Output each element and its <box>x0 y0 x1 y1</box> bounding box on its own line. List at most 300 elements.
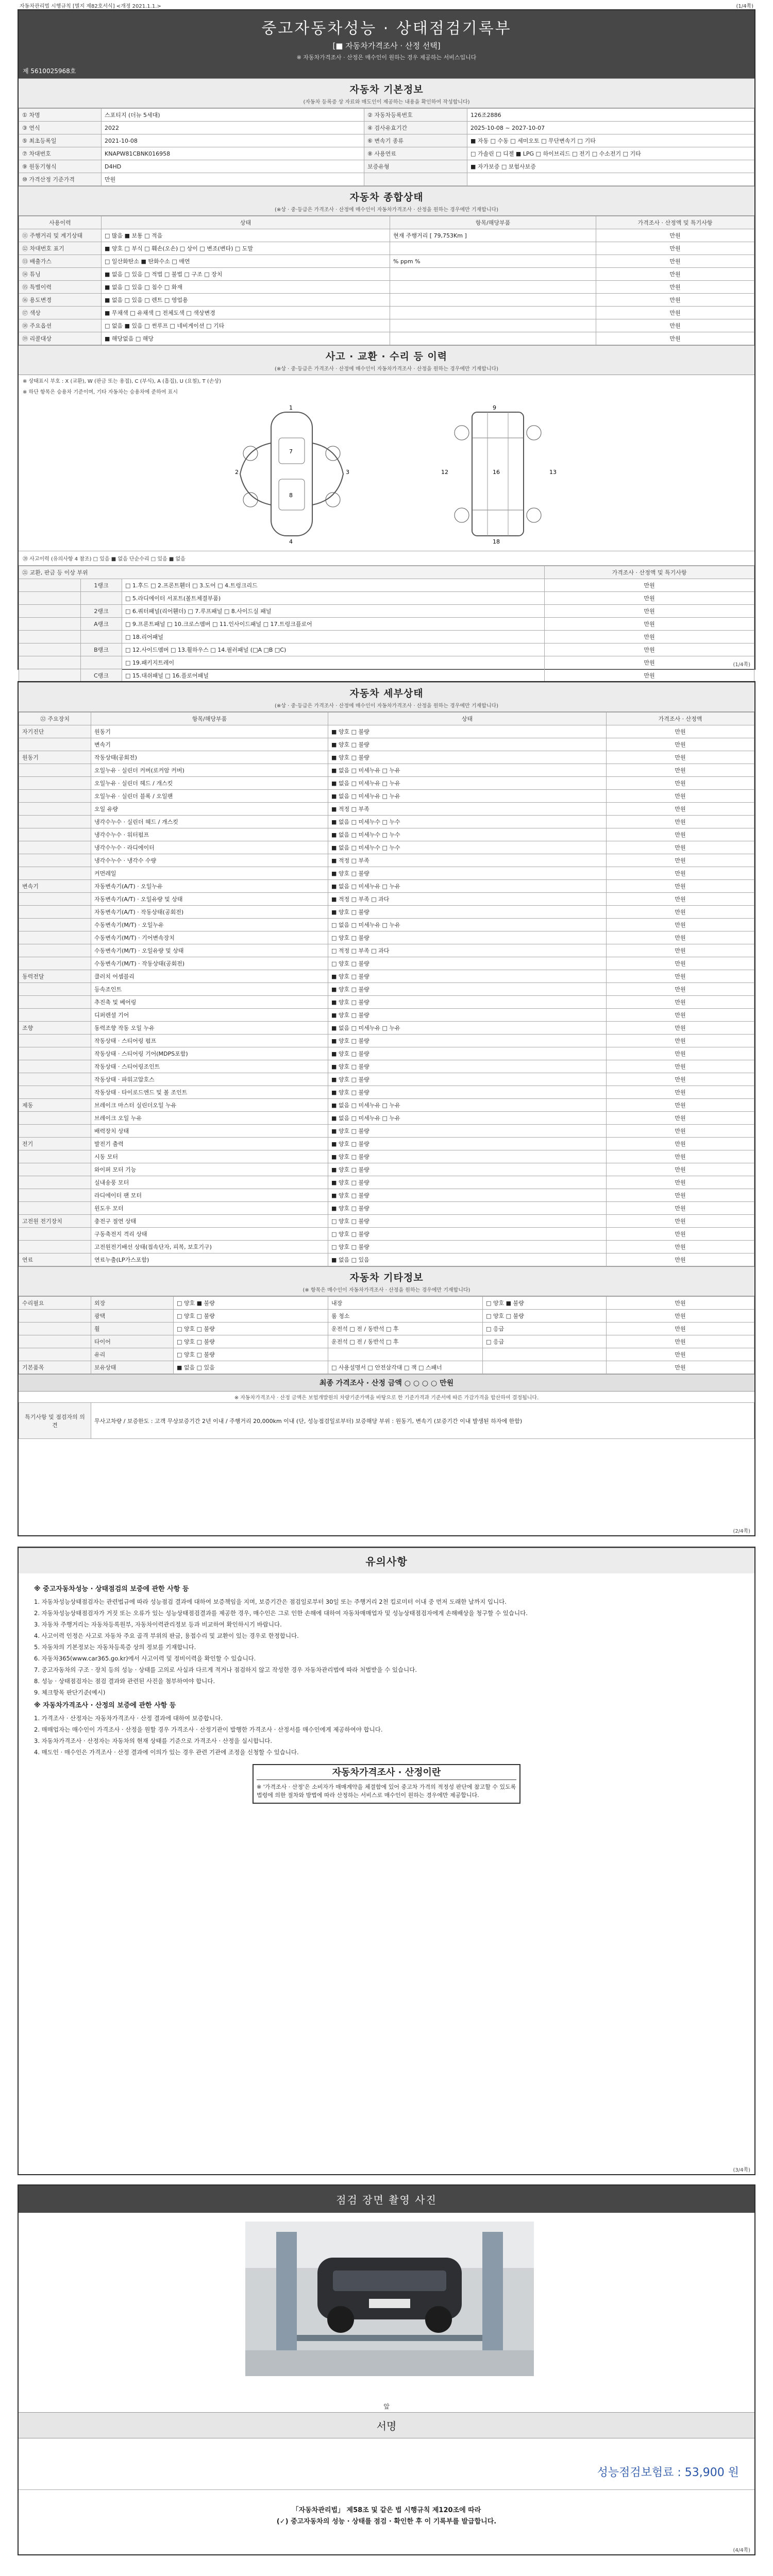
report-note: ※ 자동차가격조사 · 산정은 매수인이 원하는 경우 제공하는 서비스입니다 <box>296 54 477 61</box>
parts-price: 만원 <box>545 605 754 618</box>
part-label: 수동변속기(M/T) · 오일누유 <box>91 919 328 931</box>
detail-row <box>19 725 754 738</box>
report-header <box>19 10 754 65</box>
field-label: ⑥ 변속기 종류 <box>364 134 467 147</box>
detail-row <box>19 1215 754 1228</box>
parts-side <box>19 618 81 631</box>
detail-row <box>19 1060 754 1073</box>
parts-price: 만원 <box>545 618 754 631</box>
item-price: 만원 <box>596 255 754 268</box>
report-title: 중고자동차성능 · 상태점검기록부 <box>261 20 512 38</box>
part-label: 동력조향 작동 오일 누유 <box>91 1022 328 1035</box>
part-label: 브레이크 오일 누유 <box>91 1112 328 1125</box>
device-label <box>19 1073 91 1086</box>
etc-group <box>19 1310 91 1323</box>
parts-price: 만원 <box>545 669 754 682</box>
part-state: ■ 양호 □ 불량 <box>328 1138 607 1150</box>
accident-note: (※상 · 중·등급은 가격조사 · 산정에 매수인이 자동차가격조사 · 산정을 원하는 경우에만 기재합니다) <box>19 364 754 375</box>
device-label <box>19 1060 91 1073</box>
part-price: 만원 <box>607 919 754 931</box>
device-label <box>19 1112 91 1125</box>
field-label: ① 차명 <box>19 109 102 122</box>
parts-side <box>19 605 81 618</box>
part-state: □ 적정 □ 부족 □ 과다 <box>328 944 607 957</box>
part-price: 만원 <box>607 867 754 880</box>
detail-row <box>19 906 754 919</box>
part-price: 만원 <box>607 1138 754 1150</box>
part-label: 1 <box>289 404 293 411</box>
etc-item: 외장 <box>91 1297 174 1310</box>
parts-list: □ 5.라디에이터 서포트(볼트체결부품) <box>122 592 545 605</box>
detail-row <box>19 931 754 944</box>
part-label: 13 <box>549 469 557 476</box>
item-price: 만원 <box>596 319 754 332</box>
item-price: 만원 <box>596 281 754 294</box>
detail-row <box>19 1202 754 1215</box>
parts-side <box>19 592 81 605</box>
etc-state-2: □ 응급 <box>483 1323 607 1335</box>
item-price: 만원 <box>596 332 754 345</box>
part-label: 냉각수누수 · 냉각수 수량 <box>91 854 328 867</box>
detail-row <box>19 983 754 996</box>
item-detail: 현재 주행거리 [ 79,753Km ] <box>390 229 596 242</box>
device-label <box>19 1125 91 1138</box>
parts-row <box>19 579 754 592</box>
item-state: ■ 없음 □ 있음 □ 침수 □ 화재 <box>102 281 390 294</box>
page-number: (3/4쪽) <box>733 2167 750 2173</box>
column-header: 상태 <box>328 713 607 725</box>
part-label: 4 <box>289 538 293 545</box>
device-label <box>19 893 91 906</box>
field-value: 만원 <box>102 173 364 186</box>
etc-row <box>19 1361 754 1374</box>
etc-price: 만원 <box>607 1297 754 1310</box>
part-label: 수동변속기(M/T) · 기어변속장치 <box>91 931 328 944</box>
note-item: 1. 자동차성능상태점검자는 관련법규에 따라 성능점검 결과에 대하여 보증책임을 지며, 보증기간은 점검일로부터 30일 또는 주행거리 2천 킬로미터 이내 중 먼저 도래한 날까지 입니다. <box>34 1598 507 1605</box>
basic-info-row <box>19 109 754 122</box>
field-label: ⑧ 사용연료 <box>364 147 467 160</box>
etc-note: (※ 항목은 매수인이 자동차가격조사 · 산정을 원하는 경우에만 기재합니다) <box>19 1285 754 1296</box>
item-label: ⑰ 색상 <box>19 307 102 319</box>
detail-row <box>19 1022 754 1035</box>
field-value: 스포티지 (더뉴 5세대) <box>102 109 364 122</box>
etc-item: 광택 <box>91 1310 174 1323</box>
etc-state-2: □ 응급 <box>483 1335 607 1348</box>
item-detail <box>390 307 596 319</box>
overall-row <box>19 332 754 345</box>
device-label: 변속기 <box>19 880 91 893</box>
etc-price: 만원 <box>607 1323 754 1335</box>
special-notes-label: 특기사항 및 점검자의 의견 <box>19 1403 91 1439</box>
part-label: 추진축 및 베어링 <box>91 996 328 1009</box>
page-number: (1/4쪽) <box>733 662 750 668</box>
part-label: 자동변속기(A/T) · 오일유량 및 상태 <box>91 893 328 906</box>
part-price: 만원 <box>607 1228 754 1241</box>
part-state: ■ 양호 □ 불량 <box>328 1086 607 1099</box>
part-price: 만원 <box>607 725 754 738</box>
part-label: 윈도우 모터 <box>91 1202 328 1215</box>
signature-title: 서명 <box>19 2412 754 2438</box>
field-value: 2021-10-08 <box>102 134 364 147</box>
item-state: ■ 해당없음 □ 해당 <box>102 332 390 345</box>
etc-row <box>19 1323 754 1335</box>
device-label: 고전원 전기장치 <box>19 1215 91 1228</box>
part-state: □ 양호 □ 불량 <box>328 931 607 944</box>
part-state: □ 양호 □ 불량 <box>328 957 607 970</box>
part-label: 18 <box>493 538 500 545</box>
parts-row <box>19 592 754 605</box>
field-label: 보증유형 <box>364 160 467 173</box>
etc-state-2 <box>483 1348 607 1361</box>
price-survey-box-body: ※ '가격조사 · 산정'은 소비자가 매매계약을 체결함에 있어 중고차 가격의 적정성 판단에 참고할 수 있도록 법령에 의한 절차와 방법에 따라 산정하는 서비스로 매수인이 원하는 경우에만 제공합니다. <box>257 1784 516 1799</box>
basic-info-row <box>19 147 754 160</box>
note-item: 6. 자동차365(www.car365.go.kr)에서 사고이력 및 정비이력을 확인할 수 있습니다. <box>34 1655 256 1662</box>
parts-price: 만원 <box>545 592 754 605</box>
device-label <box>19 816 91 828</box>
part-state: ■ 없음 □ 미세누유 □ 누유 <box>328 1112 607 1125</box>
device-label <box>19 854 91 867</box>
part-price: 만원 <box>607 764 754 777</box>
parts-side <box>19 631 81 643</box>
report-subtitle: [■ 자동차가격조사 · 산정 선택] <box>332 41 441 50</box>
part-price: 만원 <box>607 970 754 983</box>
part-label: 브레이크 마스터 실린더오일 누유 <box>91 1099 328 1112</box>
device-label <box>19 1086 91 1099</box>
item-label: ⑫ 차대번호 표기 <box>19 242 102 255</box>
special-notes-table <box>19 1402 754 1439</box>
part-label: 실내송풍 모터 <box>91 1176 328 1189</box>
part-label: 냉각수누수 · 실린더 헤드 / 개스킷 <box>91 816 328 828</box>
detail-row <box>19 1163 754 1176</box>
field-value: ■ 자가보증 □ 보험사보증 <box>467 160 754 173</box>
part-price: 만원 <box>607 1215 754 1228</box>
part-state: □ 양호 □ 불량 <box>328 1215 607 1228</box>
inspection-photo <box>245 2222 534 2376</box>
notes-body <box>19 1573 754 1818</box>
part-label: 오일 유량 <box>91 803 328 816</box>
column-header: 가격조사 · 산정액 <box>607 713 754 725</box>
part-price: 만원 <box>607 1035 754 1047</box>
part-price: 만원 <box>607 1189 754 1202</box>
item-state: ■ 양호 □ 부식 □ 훼손(오손) □ 상이 □ 변조(변타) □ 도말 <box>102 242 390 255</box>
detail-row <box>19 1228 754 1241</box>
item-detail <box>390 281 596 294</box>
part-state: ■ 없음 □ 미세누유 □ 누유 <box>328 1022 607 1035</box>
part-label: 충전구 절연 상태 <box>91 1215 328 1228</box>
part-label: 냉각수누수 · 라디에이터 <box>91 841 328 854</box>
etc-item-2: 내장 <box>328 1297 483 1310</box>
note-item: 3. 자동차가격조사 · 산정자는 자동차의 현재 상태를 기준으로 가격조사 · 산정을 실시합니다. <box>34 1737 273 1744</box>
parts-header-row <box>19 566 754 579</box>
photo-title: 점검 장면 촬영 사진 <box>19 2185 754 2213</box>
field-value: ■ 자동 □ 수동 □ 세미오토 □ 무단변속기 □ 기타 <box>467 134 754 147</box>
parts-side <box>19 579 81 592</box>
overall-row <box>19 307 754 319</box>
detail-row <box>19 1125 754 1138</box>
etc-price: 만원 <box>607 1310 754 1323</box>
part-label: 구동축전지 격리 상태 <box>91 1228 328 1241</box>
part-label: 발전기 출력 <box>91 1138 328 1150</box>
device-label <box>19 1150 91 1163</box>
item-label: ⑲ 리콜대상 <box>19 332 102 345</box>
overall-row <box>19 255 754 268</box>
part-price: 만원 <box>607 1176 754 1189</box>
device-label <box>19 1202 91 1215</box>
part-state: □ 없음 □ 미세누유 □ 누유 <box>328 919 607 931</box>
etc-item: 보유상태 <box>91 1361 174 1374</box>
parts-rank: 1랭크 <box>81 579 122 592</box>
field-value <box>467 173 754 186</box>
etc-item-2: 운전석 □ 전 / 동반석 □ 후 <box>328 1323 483 1335</box>
column-header: 가격조사 · 산정액 및 특기사항 <box>545 566 754 579</box>
basic-info-note: (자동차 등록증 상 자료와 매도인이 제공하는 내용을 확인하여 작성합니다) <box>19 97 754 108</box>
detail-row <box>19 996 754 1009</box>
detail-row <box>19 1009 754 1022</box>
part-price: 만원 <box>607 944 754 957</box>
parts-rank: 2랭크 <box>81 605 122 618</box>
etc-group <box>19 1348 91 1361</box>
overall-row <box>19 319 754 332</box>
part-state: ■ 없음 □ 미세누수 □ 누수 <box>328 828 607 841</box>
item-label: ⑭ 튜닝 <box>19 268 102 281</box>
etc-group <box>19 1335 91 1348</box>
part-state: ■ 적정 □ 부족 <box>328 854 607 867</box>
etc-state: □ 양호 □ 불량 <box>174 1323 328 1335</box>
device-label <box>19 803 91 816</box>
part-label: 작동상태 · 스티어링조인트 <box>91 1060 328 1073</box>
device-label: 전기 <box>19 1138 91 1150</box>
part-label: 자동변속기(A/T) · 오일누유 <box>91 880 328 893</box>
device-label <box>19 828 91 841</box>
part-state: ■ 양호 □ 불량 <box>328 1073 607 1086</box>
part-label: 3 <box>346 469 349 476</box>
part-state: ■ 없음 □ 미세누수 □ 누수 <box>328 816 607 828</box>
item-label: ⑯ 용도변경 <box>19 294 102 307</box>
part-state: ■ 양호 □ 불량 <box>328 996 607 1009</box>
device-label: 자기진단 <box>19 725 91 738</box>
device-label <box>19 1176 91 1189</box>
item-detail: % ppm % <box>390 255 596 268</box>
part-price: 만원 <box>607 790 754 803</box>
part-label: 12 <box>441 469 448 476</box>
part-price: 만원 <box>607 1099 754 1112</box>
detail-row <box>19 790 754 803</box>
device-label <box>19 1189 91 1202</box>
part-state: ■ 양호 □ 불량 <box>328 1035 607 1047</box>
field-label: ④ 검사유효기간 <box>364 122 467 134</box>
item-price: 만원 <box>596 268 754 281</box>
field-label: ② 자동차등록번호 <box>364 109 467 122</box>
part-state: ■ 없음 □ 미세누유 □ 누유 <box>328 764 607 777</box>
device-label <box>19 777 91 790</box>
part-state: ■ 양호 □ 불량 <box>328 1060 607 1073</box>
page-2 <box>18 681 755 1536</box>
part-state: ■ 양호 □ 불량 <box>328 1202 607 1215</box>
part-state: ■ 없음 □ 미세누유 □ 누유 <box>328 790 607 803</box>
etc-row <box>19 1348 754 1361</box>
part-state: ■ 없음 □ 있음 <box>328 1253 607 1266</box>
part-label: 작동상태 · 파워고압호스 <box>91 1073 328 1086</box>
part-label: 원동기 <box>91 725 328 738</box>
device-label <box>19 931 91 944</box>
device-label <box>19 996 91 1009</box>
part-price: 만원 <box>607 1060 754 1073</box>
etc-item-2: □ 사용설명서 □ 안전삼각대 □ 잭 □ 스패너 <box>328 1361 483 1374</box>
part-price: 만원 <box>607 1047 754 1060</box>
field-label <box>364 173 467 186</box>
overall-table <box>19 216 754 345</box>
detail-row <box>19 777 754 790</box>
detail-row <box>19 751 754 764</box>
item-label: ⑮ 특별이력 <box>19 281 102 294</box>
device-label <box>19 1047 91 1060</box>
device-label <box>19 790 91 803</box>
note-item: 4. 사고이력 인정은 사고로 자동차 주요 골격 부위의 판금, 용접수리 및 교환이 있는 경우로 한정합니다. <box>34 1632 299 1639</box>
etc-state: □ 양호 ■ 불량 <box>174 1297 328 1310</box>
part-state: ■ 양호 □ 불량 <box>328 1176 607 1189</box>
detail-row <box>19 1047 754 1060</box>
etc-price: 만원 <box>607 1335 754 1348</box>
note-item: 8. 성능 · 상태점검자는 점검 결과와 관련된 사진을 첨부하여야 합니다. <box>34 1677 215 1685</box>
page-4 <box>18 2184 755 2555</box>
page-number: (2/4쪽) <box>733 1529 750 1534</box>
inspection-fee: 성능점검보험료 : 53,900 원 <box>597 2466 739 2479</box>
issuance-statement <box>19 2505 754 2528</box>
basic-info-row <box>19 173 754 186</box>
detail-note: (※상 · 중·등급은 가격조사 · 산정에 매수인이 자동차가격조사 · 산정을 원하는 경우에만 기재합니다) <box>19 701 754 712</box>
part-price: 만원 <box>607 751 754 764</box>
detail-row <box>19 867 754 880</box>
part-state: ■ 없음 □ 미세누유 □ 누유 <box>328 880 607 893</box>
etc-title: 자동차 기타정보 <box>19 1266 754 1285</box>
final-price-note: ※ 자동차가격조사 · 산정 금액은 보험개발원의 차량기준가액을 바탕으로 한 기준가격과 기준서에 따른 가감가격을 합산하여 결정됩니다. <box>234 1395 539 1401</box>
detail-row <box>19 764 754 777</box>
basic-info-row <box>19 122 754 134</box>
device-label <box>19 919 91 931</box>
note-item: 4. 매도인 · 매수인은 가격조사 · 산정 결과에 이의가 있는 경우 관련 기관에 조정을 신청할 수 있습니다. <box>34 1749 299 1756</box>
detail-row <box>19 919 754 931</box>
device-label <box>19 906 91 919</box>
device-label <box>19 1009 91 1022</box>
part-label: 16 <box>493 469 500 476</box>
part-price: 만원 <box>607 841 754 854</box>
device-label <box>19 1163 91 1176</box>
part-state: ■ 양호 □ 불량 <box>328 1189 607 1202</box>
detail-table <box>19 712 754 1266</box>
field-label: ⑩ 가격산정 기준가격 <box>19 173 102 186</box>
overall-header-row <box>19 216 754 229</box>
note-item: 2. 매매업자는 매수인이 가격조사 · 산정을 원할 경우 가격조사 · 산정기관이 발행한 가격조사 · 산정서를 매수인에게 제공하여야 합니다. <box>34 1726 383 1733</box>
item-label: ⑱ 주요옵션 <box>19 319 102 332</box>
part-state: ■ 적정 □ 부족 □ 과다 <box>328 893 607 906</box>
parts-side <box>19 656 81 669</box>
device-label <box>19 1241 91 1253</box>
parts-price: 만원 <box>545 643 754 656</box>
parts-list: □ 18.리어패널 <box>122 631 545 643</box>
issuance-line-2: (✓) 중고자동차의 성능 · 상태를 점검 · 확인한 후 이 기록부를 발급합니다. <box>276 2518 497 2526</box>
device-label: 조향 <box>19 1022 91 1035</box>
accident-legend-2: ※ 하단 항목은 승용차 기준이며, 기타 자동차는 승용차에 준하여 표시 <box>23 389 178 395</box>
etc-group <box>19 1323 91 1335</box>
detail-row <box>19 828 754 841</box>
etc-group: 기본품목 <box>19 1361 91 1374</box>
part-label: 수동변속기(M/T) · 작동상태(공회전) <box>91 957 328 970</box>
parts-row <box>19 631 754 643</box>
notes-section-1: ※ 중고자동차성능 · 상태점검의 보증에 관한 사항 등 <box>34 1585 189 1593</box>
overall-note: (※상 · 중·등급은 가격조사 · 산정에 매수인이 자동차가격조사 · 산정을 원하는 경우에만 기재합니다) <box>19 205 754 216</box>
part-label: 9 <box>493 404 496 411</box>
page-3 <box>18 1547 755 2175</box>
device-label: 제동 <box>19 1099 91 1112</box>
parts-rank: A랭크 <box>81 618 122 631</box>
field-value: 2025-10-08 ~ 2027-10-07 <box>467 122 754 134</box>
part-state: ■ 적정 □ 부족 <box>328 803 607 816</box>
part-label: 작동상태 · 스티어링 기어(MDPS포함) <box>91 1047 328 1060</box>
form-reference: 자동차관리법 시행규칙 [별지 제82호서식] <개정 2021.1.1.> <box>20 4 161 9</box>
etc-state: □ 양호 □ 불량 <box>174 1310 328 1323</box>
part-label: 고전원전기배선 상태(접속단자, 피복, 보호기구) <box>91 1241 328 1253</box>
overall-row <box>19 281 754 294</box>
price-survey-box <box>253 1764 520 1804</box>
car-frame-diagram <box>421 402 575 546</box>
part-state: ■ 양호 □ 불량 <box>328 906 607 919</box>
column-header: 항목/해당부품 <box>390 216 596 229</box>
issuance-line-1: 「자동차관리법」 제58조 및 같은 법 시행규칙 제120조에 따라 <box>292 2506 481 2514</box>
field-value: 2022 <box>102 122 364 134</box>
note-item: 5. 자동차의 기본정보는 자동차등록증 상의 정보를 기재합니다. <box>34 1643 196 1651</box>
part-state: ■ 없음 □ 미세누유 □ 누유 <box>328 777 607 790</box>
etc-price: 만원 <box>607 1361 754 1374</box>
part-label: 자동변속기(A/T) · 작동상태(공회전) <box>91 906 328 919</box>
part-price: 만원 <box>607 1241 754 1253</box>
part-price: 만원 <box>607 931 754 944</box>
device-label <box>19 1228 91 1241</box>
price-survey-box-title: 자동차가격조사 · 산정이란 <box>257 1768 516 1780</box>
parts-group-title: ㉑ 교환, 판금 등 이상 부위 <box>19 566 545 579</box>
field-label: ⑦ 차대번호 <box>19 147 102 160</box>
top-strip <box>0 0 773 9</box>
part-price: 만원 <box>607 957 754 970</box>
item-state: ■ 무채색 □ 유채색 □ 전체도색 □ 색상변경 <box>102 307 390 319</box>
part-price: 만원 <box>607 1253 754 1266</box>
part-label: 변속기 <box>91 738 328 751</box>
etc-state-2 <box>483 1361 607 1374</box>
part-label: 냉각수누수 · 워터펌프 <box>91 828 328 841</box>
detail-row <box>19 893 754 906</box>
detail-row <box>19 970 754 983</box>
item-state: □ 많음 ■ 보통 □ 적음 <box>102 229 390 242</box>
parts-rank: B랭크 <box>81 643 122 656</box>
part-label: 라디에이터 팬 모터 <box>91 1189 328 1202</box>
part-state: ■ 양호 □ 불량 <box>328 725 607 738</box>
parts-rank: C랭크 <box>81 669 122 682</box>
device-label <box>19 957 91 970</box>
basic-info-row <box>19 160 754 173</box>
part-label: 7 <box>289 448 293 455</box>
accident-history-line: ⑳ 사고이력 (유의사항 4 참조) □ 있음 ■ 없음 단순수리 □ 있음 ■ 없음 <box>19 551 754 566</box>
parts-row <box>19 656 754 669</box>
parts-row <box>19 669 754 682</box>
overall-row <box>19 242 754 255</box>
part-label: 수동변속기(M/T) · 오일유량 및 상태 <box>91 944 328 957</box>
part-label: 작동상태(공회전) <box>91 751 328 764</box>
overall-row <box>19 268 754 281</box>
detail-row <box>19 1035 754 1047</box>
item-price: 만원 <box>596 229 754 242</box>
photo-caption: 앞 <box>383 2403 390 2410</box>
etc-item: 타이어 <box>91 1335 174 1348</box>
detail-row <box>19 1086 754 1099</box>
